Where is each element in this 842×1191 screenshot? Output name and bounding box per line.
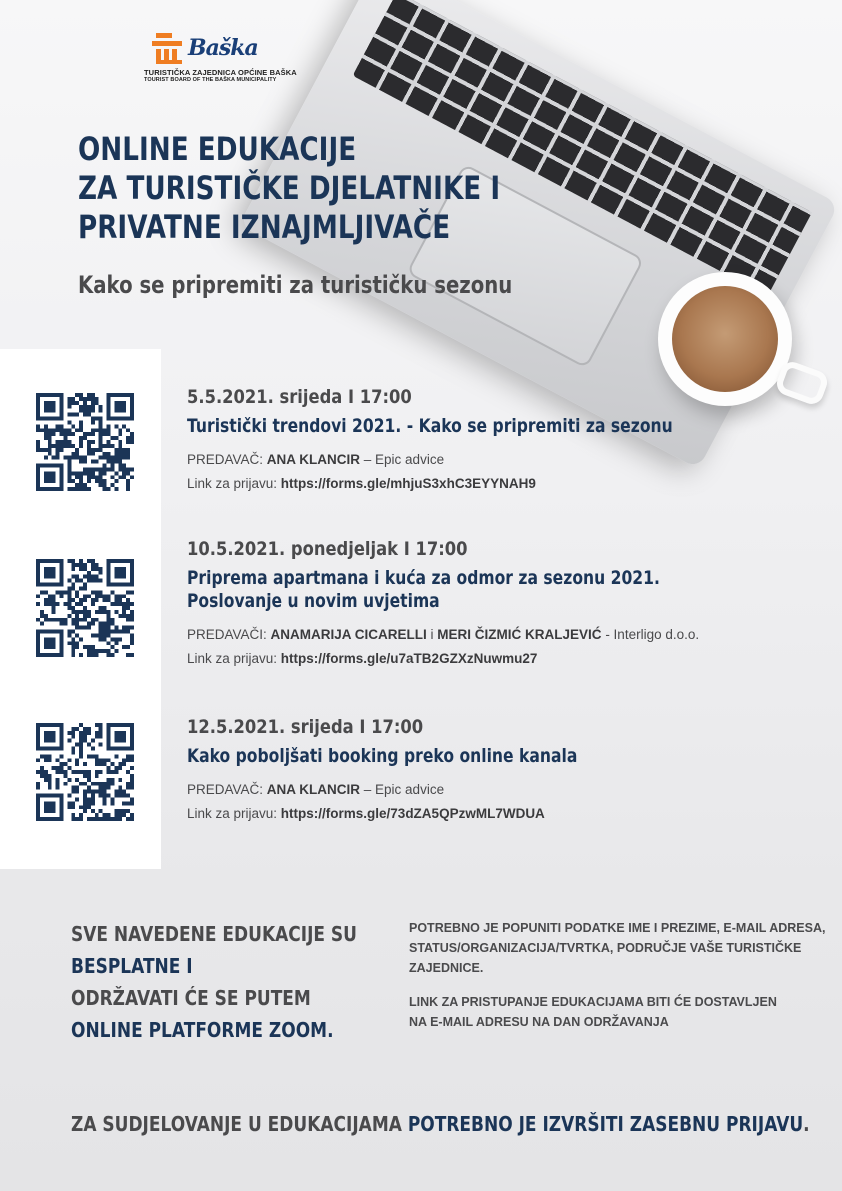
- qr-code-session-2[interactable]: [36, 559, 134, 657]
- logo-line-2: TOURIST BOARD OF THE BAŠKA MUNICIPALITY: [144, 77, 277, 83]
- session-date: 12.5.2021. srijeda I 17:00: [187, 716, 424, 738]
- footer-note: ZA SUDJELOVANJE U EDUKACIJAMA POTREBNO JE IZVRŠITI ZASEBNU PRIJAVU.: [71, 1112, 810, 1136]
- session-lecturer: PREDAVAČ: ANA KLANCIR – Epic advice: [187, 782, 445, 797]
- info-link-delivery: LINK ZA PRISTUPANJE EDUKACIJAMA BITI ĆE DOSTAVLJEN NA E-MAIL ADRESU NA DAN ODRŽAVANJA: [409, 995, 777, 1029]
- session-lecturer: PREDAVAČI: ANAMARIJA CICARELLI i MERI ČIZMIĆ KRALJEVIĆ - Interligo d.o.o.: [187, 627, 700, 642]
- session-title: Kako poboljšati booking preko online kanala: [187, 745, 578, 767]
- page-title: [78, 130, 500, 247]
- lecturer-name: ANAMARIJA CICARELLI: [270, 627, 427, 642]
- qr-code-panel: [0, 349, 161, 869]
- session-link-row: Link za prijavu: https://forms.gle/mhjuS3xhC3EYYNAH9: [187, 476, 536, 491]
- page-subtitle: Kako se pripremiti za turističku sezonu: [78, 271, 513, 299]
- session-lecturer: PREDAVAČ: ANA KLANCIR – Epic advice: [187, 452, 445, 467]
- title-line-3: PRIVATNE IZNAJMLJIVAČE: [78, 208, 451, 246]
- session-2: [187, 537, 764, 671]
- session-link-row: Link za prijavu: https://forms.gle/73dZA5QPzwML7WDUA: [187, 806, 545, 821]
- qr-code-session-1[interactable]: [36, 393, 134, 491]
- info-fields: POTREBNO JE POPUNITI PODATKE IME I PREZIME, E-MAIL ADRESA, STATUS/ORGANIZACIJA/TVRTKA, PODRUČJE VAŠE TURISTIČKE ZAJEDNICE.: [409, 921, 826, 975]
- free-note: SVE NAVEDENE EDUKACIJE SU BESPLATNE I ODRŽAVATI ĆE SE PUTEM ONLINE PLATFORME ZOOM.: [71, 922, 357, 1042]
- registration-info: [409, 918, 839, 1046]
- tourist-board-logo: [144, 33, 297, 83]
- lecturer-name-2: MERI ČIZMIĆ KRALJEVIĆ: [437, 627, 602, 642]
- lecturer-name: ANA KLANCIR: [266, 452, 361, 467]
- session-link-row: Link za prijavu: https://forms.gle/u7aTB2GZXzNuwmu27: [187, 651, 538, 666]
- session-3: [187, 715, 663, 826]
- session-date: 10.5.2021. ponedjeljak I 17:00: [187, 538, 468, 560]
- title-line-1: ONLINE EDUKACIJE: [78, 130, 357, 168]
- session-title: Priprema apartmana i kuća za odmor za sezonu 2021. Poslovanje u novim uvjetima: [187, 567, 660, 612]
- registration-link[interactable]: https://forms.gle/73dZA5QPzwML7WDUA: [280, 806, 545, 821]
- session-title: Turistički trendovi 2021. - Kako se pripremiti za sezonu: [187, 415, 673, 437]
- qr-code-session-3[interactable]: [36, 723, 134, 821]
- logo-line-1: TURISTIČKA ZAJEDNICA OPĆINE BAŠKA: [144, 68, 297, 77]
- baska-logo-icon: [152, 33, 188, 65]
- session-date: 5.5.2021. srijeda I 17:00: [187, 386, 412, 408]
- lecturer-name: ANA KLANCIR: [266, 782, 361, 797]
- session-1: [187, 385, 779, 496]
- title-line-2: ZA TURISTIČKE DJELATNIKE I: [78, 169, 501, 207]
- registration-link[interactable]: https://forms.gle/mhjuS3xhC3EYYNAH9: [280, 476, 536, 491]
- logo-script-text: Baška: [188, 35, 258, 61]
- registration-link[interactable]: https://forms.gle/u7aTB2GZXzNuwmu27: [280, 651, 538, 666]
